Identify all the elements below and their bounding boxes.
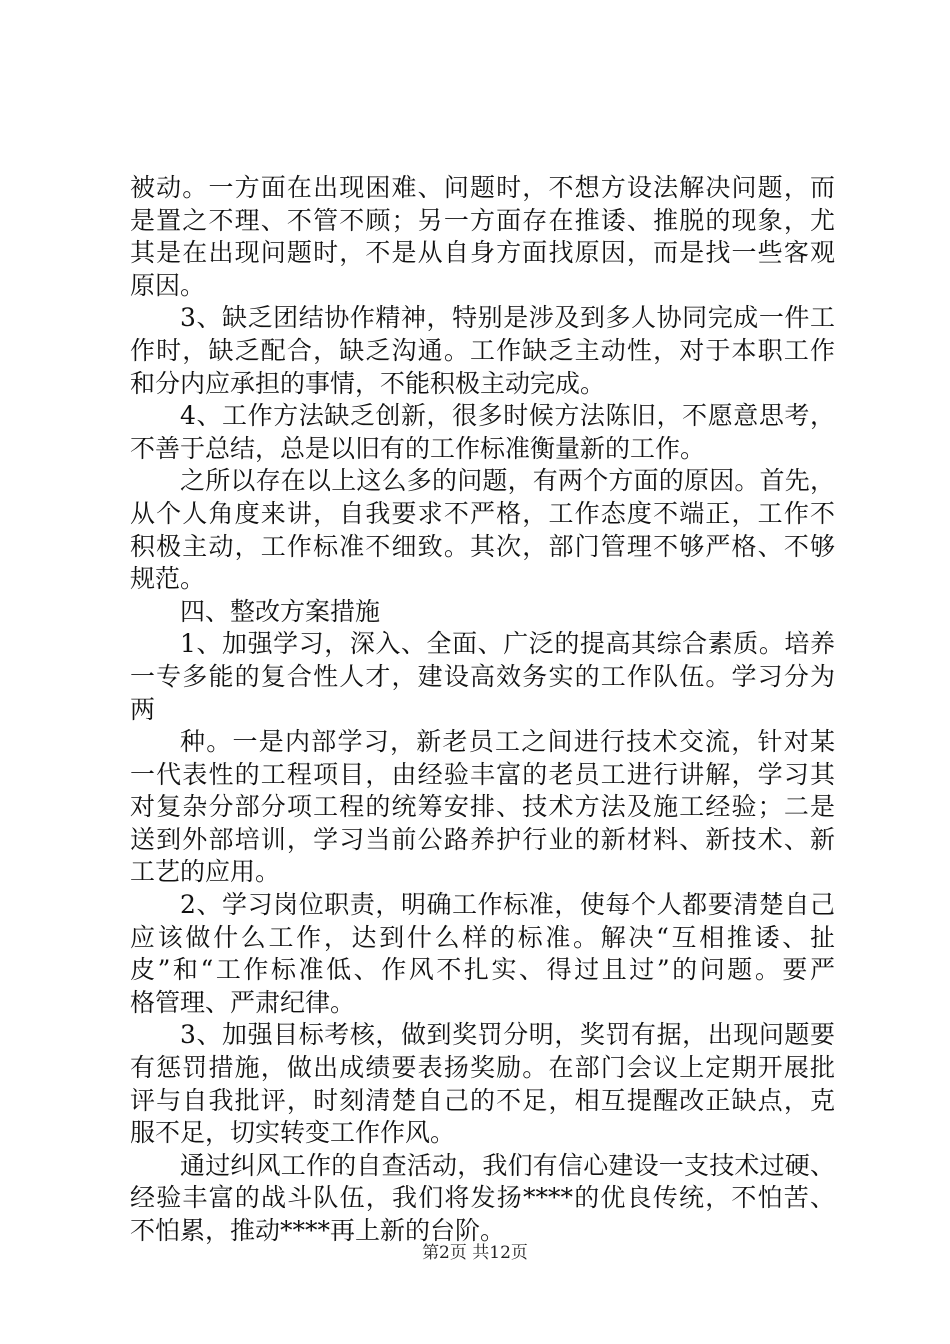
text-line: 4、工作方法缺乏创新，很多时候方法陈旧，不愿意思考， xyxy=(180,401,835,431)
text-line: 送到外部培训，学习当前公路养护行业的新材料、新技术、新 xyxy=(130,824,835,854)
text-line: 一代表性的工程项目，由经验丰富的老员工进行讲解，学习其 xyxy=(130,759,835,789)
document-body xyxy=(130,172,835,1248)
text-line: 作时，缺乏配合，缺乏沟通。工作缺乏主动性，对于本职工作 xyxy=(130,335,835,365)
text-line: 工艺的应用。 xyxy=(130,857,281,887)
text-line: 积极主动，工作标准不细致。其次，部门管理不够严格、不够 xyxy=(130,531,835,561)
text-line: 1、加强学习，深入、全面、广泛的提高其综合素质。培养 xyxy=(180,629,835,659)
text-line: 3、缺乏团结协作精神，特别是涉及到多人协同完成一件工 xyxy=(180,303,835,333)
text-line: 两 xyxy=(130,694,156,724)
text-line: 应该做什么工作，达到什么样的标准。解决“互相推诿、扯 xyxy=(130,922,835,952)
text-line: 规范。 xyxy=(130,564,206,594)
text-line: 通过纠风工作的自查活动，我们有信心建设一支技术过硬、 xyxy=(180,1150,835,1180)
text-line: 服不足，切实转变工作作风。 xyxy=(130,1118,456,1148)
text-line: 是置之不理、不管不顾；另一方面存在推诿、推脱的现象，尤 xyxy=(130,205,835,235)
text-line: 不怕累，推动****再上新的台阶。 xyxy=(130,1216,506,1245)
text-line: 其是在出现问题时，不是从自身方面找原因，而是找一些客观 xyxy=(130,238,835,268)
text-line: 皮”和“工作标准低、作风不扎实、得过且过”的问题。要严 xyxy=(130,955,835,985)
text-line: 一专多能的复合性人才，建设高效务实的工作队伍。学习分为 xyxy=(130,661,835,691)
text-line: 对复杂分部分项工程的统筹安排、技术方法及施工经验；二是 xyxy=(130,792,835,822)
text-line: 3、加强目标考核，做到奖罚分明，奖罚有据，出现问题要 xyxy=(180,1020,835,1050)
page-footer: 第2页 共12页 xyxy=(422,1243,528,1263)
text-line: 种。一是内部学习，新老员工之间进行技术交流，针对某 xyxy=(180,727,835,757)
text-line: 经验丰富的战斗队伍，我们将发扬****的优良传统，不怕苦、 xyxy=(130,1183,835,1213)
text-line: 格管理、严肃纪律。 xyxy=(130,987,356,1017)
text-line: 从个人角度来讲，自我要求不严格，工作态度不端正，工作不 xyxy=(130,498,835,528)
text-line: 之所以存在以上这么多的问题，有两个方面的原因。首先， xyxy=(180,466,835,496)
text-line: 四、整改方案措施 xyxy=(180,596,381,626)
text-line: 评与自我批评，时刻清楚自己的不足，相互提醒改正缺点，克 xyxy=(130,1085,835,1115)
text-line: 不善于总结，总是以旧有的工作标准衡量新的工作。 xyxy=(130,433,706,463)
text-line: 有惩罚措施，做出成绩要表扬奖励。在部门会议上定期开展批 xyxy=(130,1053,835,1083)
text-line: 被动。一方面在出现困难、问题时，不想方设法解决问题，而 xyxy=(130,173,835,202)
text-line: 2、学习岗位职责，明确工作标准，使每个人都要清楚自己 xyxy=(180,890,835,920)
text-line: 和分内应承担的事情，不能积极主动完成。 xyxy=(130,368,606,398)
text-line: 原因。 xyxy=(130,270,206,300)
